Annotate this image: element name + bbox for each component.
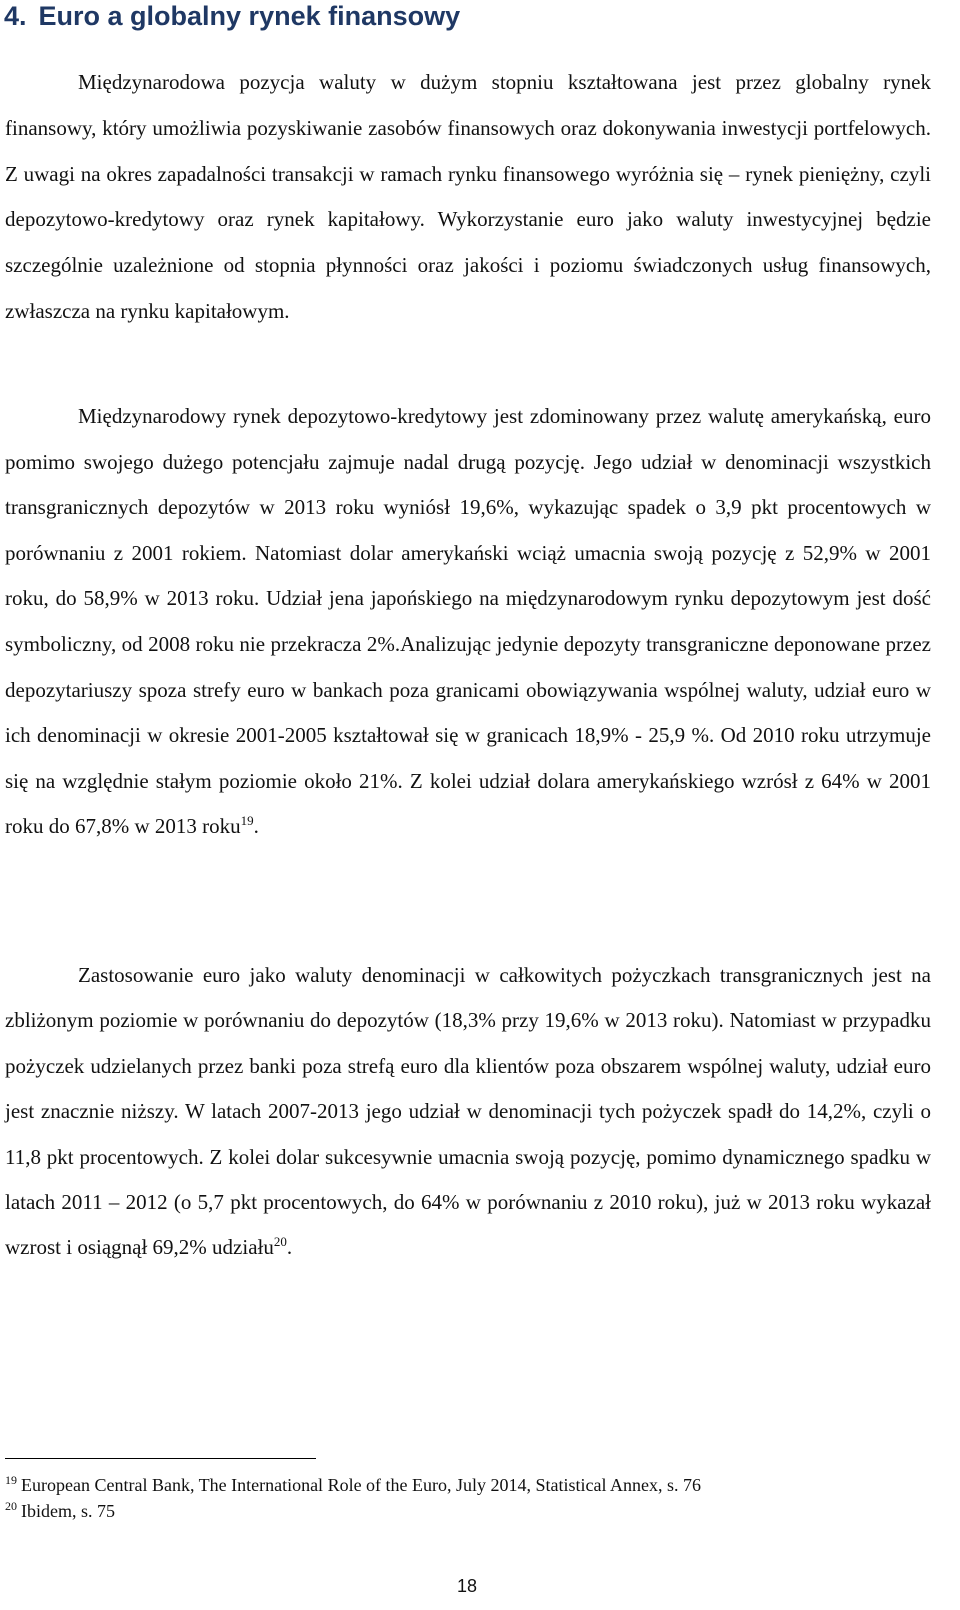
footnote-19 (5, 1474, 701, 1496)
section-number: 4. (4, 1, 27, 31)
paragraph-3 (5, 953, 931, 1271)
footnote-reference-20[interactable]: 20 (273, 1234, 287, 1250)
paragraph-1 (5, 60, 931, 335)
footnote-number: 19 (5, 1472, 17, 1487)
paragraph-3-text: Zastosowanie euro jako waluty denominacji w całkowitych pożyczkach transgranicznych jest na zbliżonym poziomie w porównaniu do depozytów (18,3% przy 19,6% w 2013 roku). Natomiast w przypadku pożyczek udzielanych przez banki poza strefą euro dla klientów poza obszarem wspólnej waluty, udział euro jest znacznie niższy. W latach 2007-2013 jego udział w denominacji tych pożyczek spadł do 14,2%, czyli o 11,8 pkt procentowych. Z kolei dolar sukcesywnie umacnia swoją pozycję, pomimo dynamicznego spadku w latach 2011 – 2012 (o 5,7 pkt procentowych, do 64% w porównaniu z 2010 roku), już w 2013 roku wykazał wzrost i osiągnął 69,2% udziału (5, 963, 931, 1260)
paragraph-2 (5, 394, 931, 850)
paragraph-2-text: Międzynarodowy rynek depozytowo-kredytowy jest zdominowany przez walutę amerykańską, euro pomimo swojego dużego potencjału zajmuje nadal drugą pozycję. Jego udział w denominacji wszystkich transgranicznych depozytów w 2013 roku wyniósł 19,6%, wykazując spadek o 3,9 pkt procentowych w porównaniu z 2001 rokiem. Natomiast dolar amerykański wciąż umacnia swoją pozycję z 52,9% w 2001 roku, do 58,9% w 2013 roku. Udział jena japońskiego na międzynarodowym rynku depozytowym jest dość symboliczny, od 2008 roku nie przekracza 2%.Analizując jedynie depozyty transgraniczne deponowane przez depozytariuszy spoza strefy euro w bankach poza granicami obowiązywania wspólnej waluty, udział euro w ich denominacji w okresie 2001-2005 kształtował się w granicach 18,9% - 25,9 %. Od 2010 roku utrzymuje się na względnie stałym poziomie około 21%. Z kolei udział dolara amerykańskiego wzrósł z 64% w 2001 roku do 67,8% w 2013 roku (5, 404, 931, 839)
paragraph-2-end: . (253, 814, 259, 839)
footnote-separator (5, 1458, 316, 1459)
paragraph-1-text: Międzynarodowa pozycja waluty w dużym stopniu kształtowana jest przez globalny rynek finansowy, który umożliwia pozyskiwanie zasobów finansowych oraz dokonywania inwestycji portfelowych. Z uwagi na okres zapadalności transakcji w ramach rynku finansowego wyróżnia się – rynek pieniężny, czyli depozytowo-kredytowy oraz rynek kapitałowy. Wykorzystanie euro jako waluty inwestycyjnej będzie szczególnie uzależnione od stopnia płynności oraz jakości i poziomu świadczonych usług finansowych, zwłaszcza na rynku kapitałowym. (5, 70, 931, 323)
footnote-20 (5, 1500, 115, 1522)
paragraph-3-end: . (286, 1235, 293, 1260)
footnote-text: European Central Bank, The International Role of the Euro, July 2014, Statistical Annex, s. 76 (21, 1475, 702, 1495)
footnote-text: Ibidem, s. 75 (21, 1501, 115, 1521)
section-title: Euro a globalny rynek finansowy (38, 1, 461, 31)
page-number: 18 (456, 1576, 478, 1596)
section-heading (4, 0, 460, 32)
footnote-number: 20 (5, 1498, 17, 1513)
footnote-reference-19[interactable]: 19 (240, 813, 254, 829)
